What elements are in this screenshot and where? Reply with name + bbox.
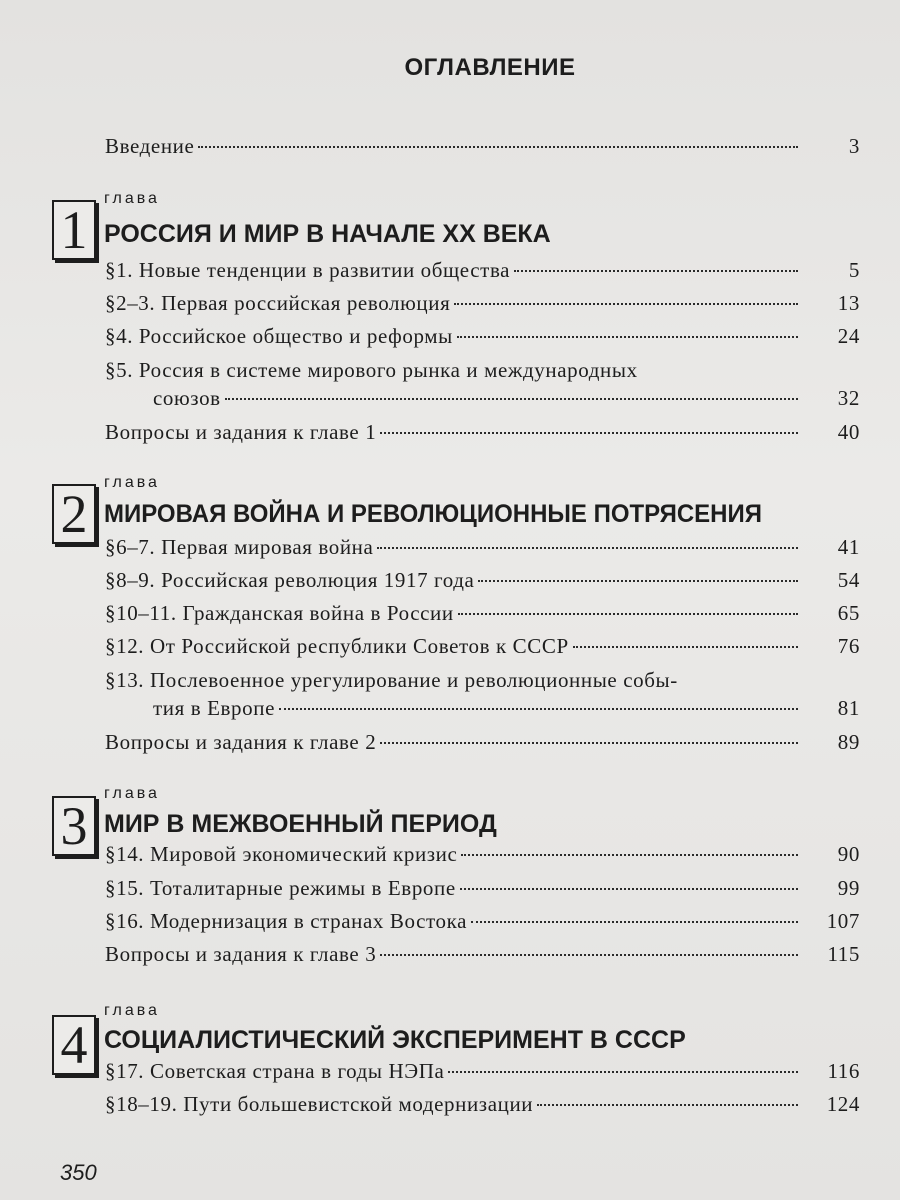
- chapter-label: глава: [104, 474, 160, 491]
- chapter-label: глава: [104, 785, 160, 802]
- toc-entry: [105, 1092, 860, 1117]
- dot-leader: [448, 1071, 798, 1073]
- toc-entry-text: Вопросы и задания к главе 1: [105, 420, 377, 444]
- page-number: 350: [60, 1160, 97, 1185]
- toc-entry: [105, 258, 860, 283]
- toc-entry-page: 40: [837, 420, 860, 444]
- toc-entry-page: 13: [837, 291, 860, 315]
- toc-entry-text: Вопросы и задания к главе 3: [105, 942, 377, 966]
- toc-entry-text: §16. Модернизация в странах Востока: [105, 909, 468, 933]
- dot-leader: [225, 398, 798, 400]
- dot-leader: [380, 954, 798, 956]
- toc-entry: [105, 601, 860, 626]
- toc-entry-text: §15. Тоталитарные режимы в Европе: [105, 876, 456, 900]
- dot-leader: [198, 146, 798, 148]
- toc-entry: [105, 291, 860, 316]
- dot-leader: [380, 432, 798, 434]
- toc-entry-text: §1. Новые тенденции в развитии общества: [105, 258, 511, 282]
- toc-entry: [105, 634, 860, 659]
- dot-leader: [573, 646, 798, 648]
- toc-entry-page: 107: [826, 909, 860, 933]
- toc-entry-text: §5. Россия в системе мирового рынка и международных: [105, 358, 638, 382]
- toc-entry: [105, 535, 860, 560]
- toc-entry-text: §14. Мировой экономический кризис: [105, 842, 458, 866]
- chapter-number-box: 1: [52, 200, 96, 260]
- toc-entry: [105, 942, 860, 967]
- toc-entry: [105, 324, 860, 349]
- toc-entry-text: §18–19. Пути большевистской модернизации: [105, 1092, 534, 1116]
- dot-leader: [454, 303, 798, 305]
- dot-leader: [478, 580, 798, 582]
- chapter-title: РОССИЯ И МИР В НАЧАЛЕ XX ВЕКА: [104, 220, 551, 248]
- toc-entry-text: Введение: [105, 134, 195, 158]
- chapter-title: МИРОВАЯ ВОЙНА И РЕВОЛЮЦИОННЫЕ ПОТРЯСЕНИЯ: [104, 500, 763, 528]
- toc-entry-text: §4. Российское общество и реформы: [105, 324, 453, 348]
- toc-entry: [105, 696, 860, 721]
- toc-entry-page: 124: [826, 1092, 860, 1116]
- toc-entry-page: 41: [837, 535, 860, 559]
- toc-entry: [105, 420, 860, 445]
- toc-entry-continuation: тия в Европе: [153, 696, 275, 720]
- toc-entry-text: §17. Советская страна в годы НЭПа: [105, 1059, 445, 1083]
- dot-leader: [461, 854, 798, 856]
- chapter-number-box: 4: [52, 1015, 96, 1075]
- toc-entry-text: §12. От Российской республики Советов к СССР: [105, 634, 569, 658]
- toc-entry-text: §13. Послевоенное урегулирование и революционные собы-: [105, 668, 678, 692]
- toc-entry: [105, 386, 860, 411]
- toc-entry-page: 3: [848, 134, 860, 158]
- toc-entry-page: 65: [837, 601, 860, 625]
- dot-leader: [460, 888, 798, 890]
- toc-entry: [105, 909, 860, 934]
- toc-entry: [105, 842, 860, 867]
- toc-entry-intro: [105, 134, 860, 159]
- dot-leader: [279, 708, 798, 710]
- toc-entry: [105, 876, 860, 901]
- toc-entry-page: 99: [837, 876, 860, 900]
- toc-entry-text: §6–7. Первая мировая война: [105, 535, 374, 559]
- toc-entry-page: 76: [837, 634, 860, 658]
- toc-entry-page: 115: [827, 942, 860, 966]
- toc-entry-page: 90: [837, 842, 860, 866]
- chapter-label: глава: [104, 190, 160, 207]
- toc-entry-page: 54: [837, 568, 860, 592]
- chapter-number-box: 3: [52, 796, 96, 856]
- dot-leader: [458, 613, 798, 615]
- dot-leader: [377, 547, 798, 549]
- toc-entry: [105, 730, 860, 755]
- toc-entry: [105, 568, 860, 593]
- toc-entry-page: 32: [837, 386, 860, 410]
- dot-leader: [471, 921, 798, 923]
- dot-leader: [457, 336, 798, 338]
- dot-leader: [537, 1104, 798, 1106]
- chapter-number-box: 2: [52, 484, 96, 544]
- chapter-title: МИР В МЕЖВОЕННЫЙ ПЕРИОД: [104, 810, 497, 838]
- toc-entry-text: Вопросы и задания к главе 2: [105, 730, 377, 754]
- toc-entry-continuation: союзов: [153, 386, 221, 410]
- toc-entry: [105, 1059, 860, 1084]
- toc-entry-page: 81: [837, 696, 860, 720]
- toc-entry-text: §8–9. Российская революция 1917 года: [105, 568, 475, 592]
- chapter-title: СОЦИАЛИСТИЧЕСКИЙ ЭКСПЕРИМЕНТ В СССР: [104, 1026, 686, 1054]
- dot-leader: [514, 270, 798, 272]
- toc-entry-page: 89: [837, 730, 860, 754]
- toc-entry-text: §2–3. Первая российская революция: [105, 291, 451, 315]
- chapter-label: глава: [104, 1002, 160, 1019]
- toc-entry-text: §10–11. Гражданская война в России: [105, 601, 454, 625]
- page-title: ОГЛАВЛЕНИЕ: [404, 54, 576, 81]
- toc-entry-page: 24: [837, 324, 860, 348]
- toc-entry-page: 5: [848, 258, 860, 282]
- toc-entry-page: 116: [827, 1059, 860, 1083]
- dot-leader: [380, 742, 798, 744]
